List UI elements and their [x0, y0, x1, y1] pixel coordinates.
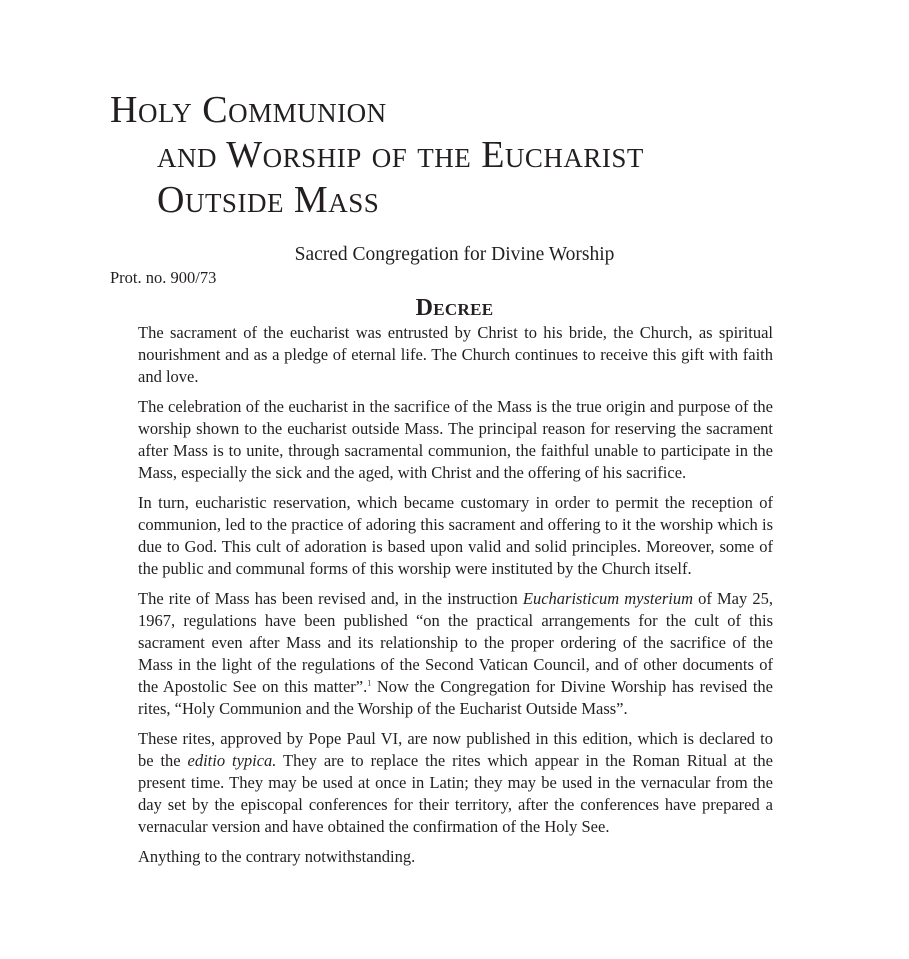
title-line-2: and Worship of the Eucharist — [157, 134, 644, 176]
paragraph-3: In turn, eucharistic reservation, which became customary in order to permit the reception of communion, led to the practice of adoring this sacrament and offering to it the worship which is due to God. This cult of adoration is based upon valid and solid principles. Moreover, some of the public and communal forms of this worship were instituted by the Church itself. — [138, 493, 773, 578]
instruction-title: Eucharisticum mysterium — [522, 589, 693, 608]
paragraph-5 — [138, 728, 773, 838]
paragraph-5-text-a: These rites, approved by Pope Paul VI, are now published in this edition, which is declared to be the — [138, 729, 773, 770]
editio-typica: editio typica. — [187, 751, 277, 770]
document-title — [110, 88, 644, 223]
paragraph-4-text-a: The rite of Mass has been revised and, in the instruction — [138, 589, 523, 608]
issuing-body: Sacred Congregation for Divine Worship — [294, 244, 615, 265]
section-heading: Decree — [415, 295, 494, 321]
footnote-marker: 1 — [367, 678, 372, 688]
paragraph-1: The sacrament of the eucharist was entrusted by Christ to his bride, the Church, as spiritual nourishment and as a pledge of eternal life. The Church continues to receive this gift with faith and love. — [138, 323, 773, 386]
paragraph-6: Anything to the contrary notwithstanding. — [138, 847, 416, 866]
title-line-1: Holy Communion — [110, 89, 387, 131]
protocol-number: Prot. no. 900/73 — [110, 268, 217, 287]
paragraph-5-text-c: They are to replace the rites which appear in the Roman Ritual at the present time. They may be used at once in Latin; they may be used in the vernacular from the day set by the episcopal conferences for their territory, after the conferences have prepared a vernacular version and have obtained the confirmation of the Holy See. — [138, 751, 774, 836]
paragraph-4-text-d: Now the Congregation for Divine Worship has revised the rites, “Holy Communion and the Worship of the Eucharist Outside Mass”. — [138, 677, 773, 718]
paragraph-4 — [138, 588, 773, 720]
paragraph-2: The celebration of the eucharist in the sacrifice of the Mass is the true origin and purpose of the worship shown to the eucharist outside Mass. The principal reason for reserving the sacrament after Mass is to unite, through sacramental communion, the faithful unable to participate in the Mass, especially the sick and the aged, with Christ and the offering of his sacrifice. — [138, 397, 773, 482]
title-line-3: Outside Mass — [157, 179, 380, 221]
document-body — [138, 322, 773, 868]
paragraph-4-text-c: of May 25, 1967, regulations have been published “on the practical arrangements for the cult of this sacrament even after Mass and its relationship to the proper ordering of the sacrifice of the Mass in the light of the regulations of the Second Vatican Council, and of other documents of the Apostolic See on this matter”. — [138, 589, 773, 696]
